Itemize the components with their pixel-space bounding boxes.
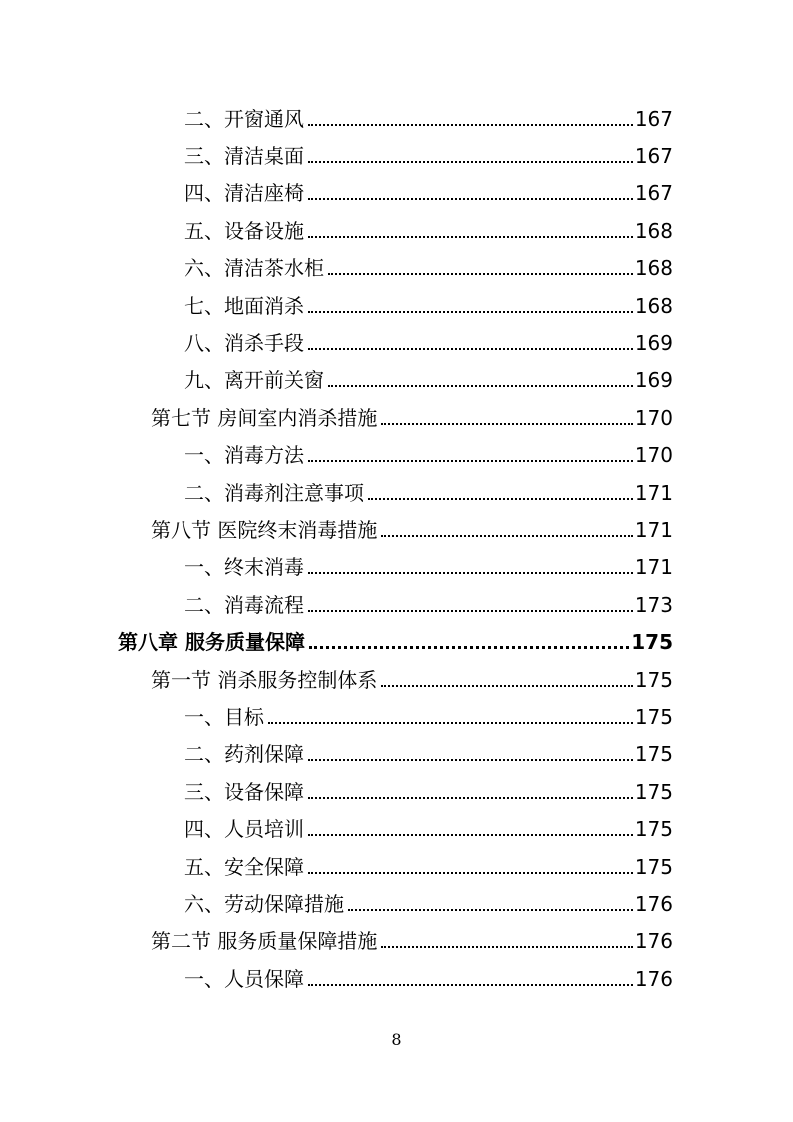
toc-entry-title: 第七节 房间室内消杀措施: [151, 405, 378, 430]
toc-entry-page-number: 169: [634, 368, 673, 393]
toc-entry-title: 六、劳动保障措施: [184, 891, 344, 916]
toc-entry-item[interactable]: [0, 362, 793, 399]
toc-entry-item[interactable]: [0, 324, 793, 361]
toc-entry-chapter[interactable]: [0, 623, 793, 660]
toc-entry-title: 第二节 服务质量保障措施: [151, 929, 378, 954]
toc-entry-title: 六、清洁茶水柜: [184, 256, 324, 281]
dot-leader: [328, 258, 633, 278]
toc-entry-page-number: 176: [634, 966, 673, 991]
toc-entry-title: 第八章 服务质量保障: [118, 630, 305, 655]
toc-entry-section[interactable]: [0, 511, 793, 548]
toc-entry-page-number: 176: [634, 929, 673, 954]
dot-leader: [381, 408, 632, 428]
dot-leader: [308, 183, 633, 203]
toc-entry-page-number: 171: [634, 480, 673, 505]
toc-entry-item[interactable]: [0, 437, 793, 474]
toc-entry-page-number: 175: [634, 854, 673, 879]
toc-entry-page-number: 176: [634, 891, 673, 916]
toc-entry-page-number: 175: [634, 742, 673, 767]
dot-leader: [308, 557, 633, 577]
toc-entry-page-number: 168: [634, 293, 673, 318]
dot-leader: [268, 707, 633, 727]
dot-leader: [308, 333, 633, 353]
toc-entry-title: 一、消毒方法: [184, 443, 304, 468]
toc-entry-title: 四、人员培训: [184, 817, 304, 842]
toc-entry-item[interactable]: [0, 250, 793, 287]
toc-entry-section[interactable]: [0, 399, 793, 436]
toc-entry-title: 第八节 医院终末消毒措施: [151, 517, 378, 542]
toc-entry-title: 三、清洁桌面: [184, 144, 304, 169]
toc-entry-page-number: 168: [634, 256, 673, 281]
toc-entry-page-number: 170: [634, 405, 673, 430]
dot-leader: [308, 819, 633, 839]
toc-entry-page-number: 171: [634, 517, 673, 542]
dot-leader: [308, 782, 633, 802]
toc-entry-item[interactable]: [0, 100, 793, 137]
toc-entry-title: 二、消毒流程: [184, 592, 304, 617]
toc-entry-page-number: 175: [634, 667, 673, 692]
dot-leader: [348, 894, 633, 914]
toc-entry-page-number: 175: [634, 779, 673, 804]
toc-entry-title: 九、离开前关窗: [184, 368, 324, 393]
dot-leader: [381, 931, 632, 951]
toc-entry-page-number: 175: [634, 817, 673, 842]
toc-entry-title: 二、药剂保障: [184, 742, 304, 767]
toc-entry-item[interactable]: [0, 474, 793, 511]
toc-entry-title: 三、设备保障: [184, 779, 304, 804]
toc-entry-title: 第一节 消杀服务控制体系: [151, 667, 378, 692]
dot-leader: [308, 109, 633, 129]
toc-entry-title: 五、安全保障: [184, 854, 304, 879]
toc-entry-item[interactable]: [0, 175, 793, 212]
toc-entry-title: 一、人员保障: [184, 966, 304, 991]
dot-leader: [308, 296, 633, 316]
page-number: 8: [391, 1030, 402, 1049]
toc-entry-page-number: 171: [634, 555, 673, 580]
toc-entry-title: 二、开窗通风: [184, 106, 304, 131]
toc-entry-item[interactable]: [0, 137, 793, 174]
table-of-contents: [0, 100, 793, 997]
toc-entry-item[interactable]: [0, 736, 793, 773]
toc-entry-item[interactable]: [0, 549, 793, 586]
toc-entry-page-number: 168: [634, 218, 673, 243]
dot-leader: [308, 595, 633, 615]
toc-entry-page-number: 167: [634, 181, 673, 206]
dot-leader: [368, 483, 633, 503]
toc-entry-title: 二、消毒剂注意事项: [184, 480, 364, 505]
toc-entry-item[interactable]: [0, 810, 793, 847]
toc-entry-section[interactable]: [0, 923, 793, 960]
dot-leader: [308, 744, 633, 764]
dot-leader: [308, 146, 633, 166]
toc-entry-title: 五、设备设施: [184, 218, 304, 243]
toc-entry-page-number: 167: [634, 106, 673, 131]
dot-leader: [328, 370, 633, 390]
dot-leader: [308, 221, 633, 241]
toc-entry-item[interactable]: [0, 773, 793, 810]
toc-entry-section[interactable]: [0, 661, 793, 698]
toc-entry-item[interactable]: [0, 960, 793, 997]
dot-leader: [308, 445, 633, 465]
toc-entry-title: 八、消杀手段: [184, 331, 304, 356]
toc-entry-item[interactable]: [0, 848, 793, 885]
toc-entry-page-number: 173: [634, 592, 673, 617]
toc-entry-item[interactable]: [0, 212, 793, 249]
toc-entry-title: 四、清洁座椅: [184, 181, 304, 206]
toc-entry-item[interactable]: [0, 586, 793, 623]
toc-entry-page-number: 175: [634, 704, 673, 729]
dot-leader: [308, 857, 633, 877]
toc-entry-page-number: 170: [634, 443, 673, 468]
dot-leader: [309, 632, 629, 652]
toc-entry-item[interactable]: [0, 698, 793, 735]
toc-entry-title: 一、目标: [184, 704, 264, 729]
toc-entry-page-number: 175: [631, 630, 673, 655]
dot-leader: [381, 670, 632, 690]
toc-entry-title: 一、终末消毒: [184, 555, 304, 580]
toc-entry-page-number: 169: [634, 331, 673, 356]
dot-leader: [308, 969, 633, 989]
toc-entry-item[interactable]: [0, 287, 793, 324]
toc-entry-title: 七、地面消杀: [184, 293, 304, 318]
dot-leader: [381, 520, 632, 540]
toc-entry-item[interactable]: [0, 885, 793, 922]
toc-entry-page-number: 167: [634, 144, 673, 169]
